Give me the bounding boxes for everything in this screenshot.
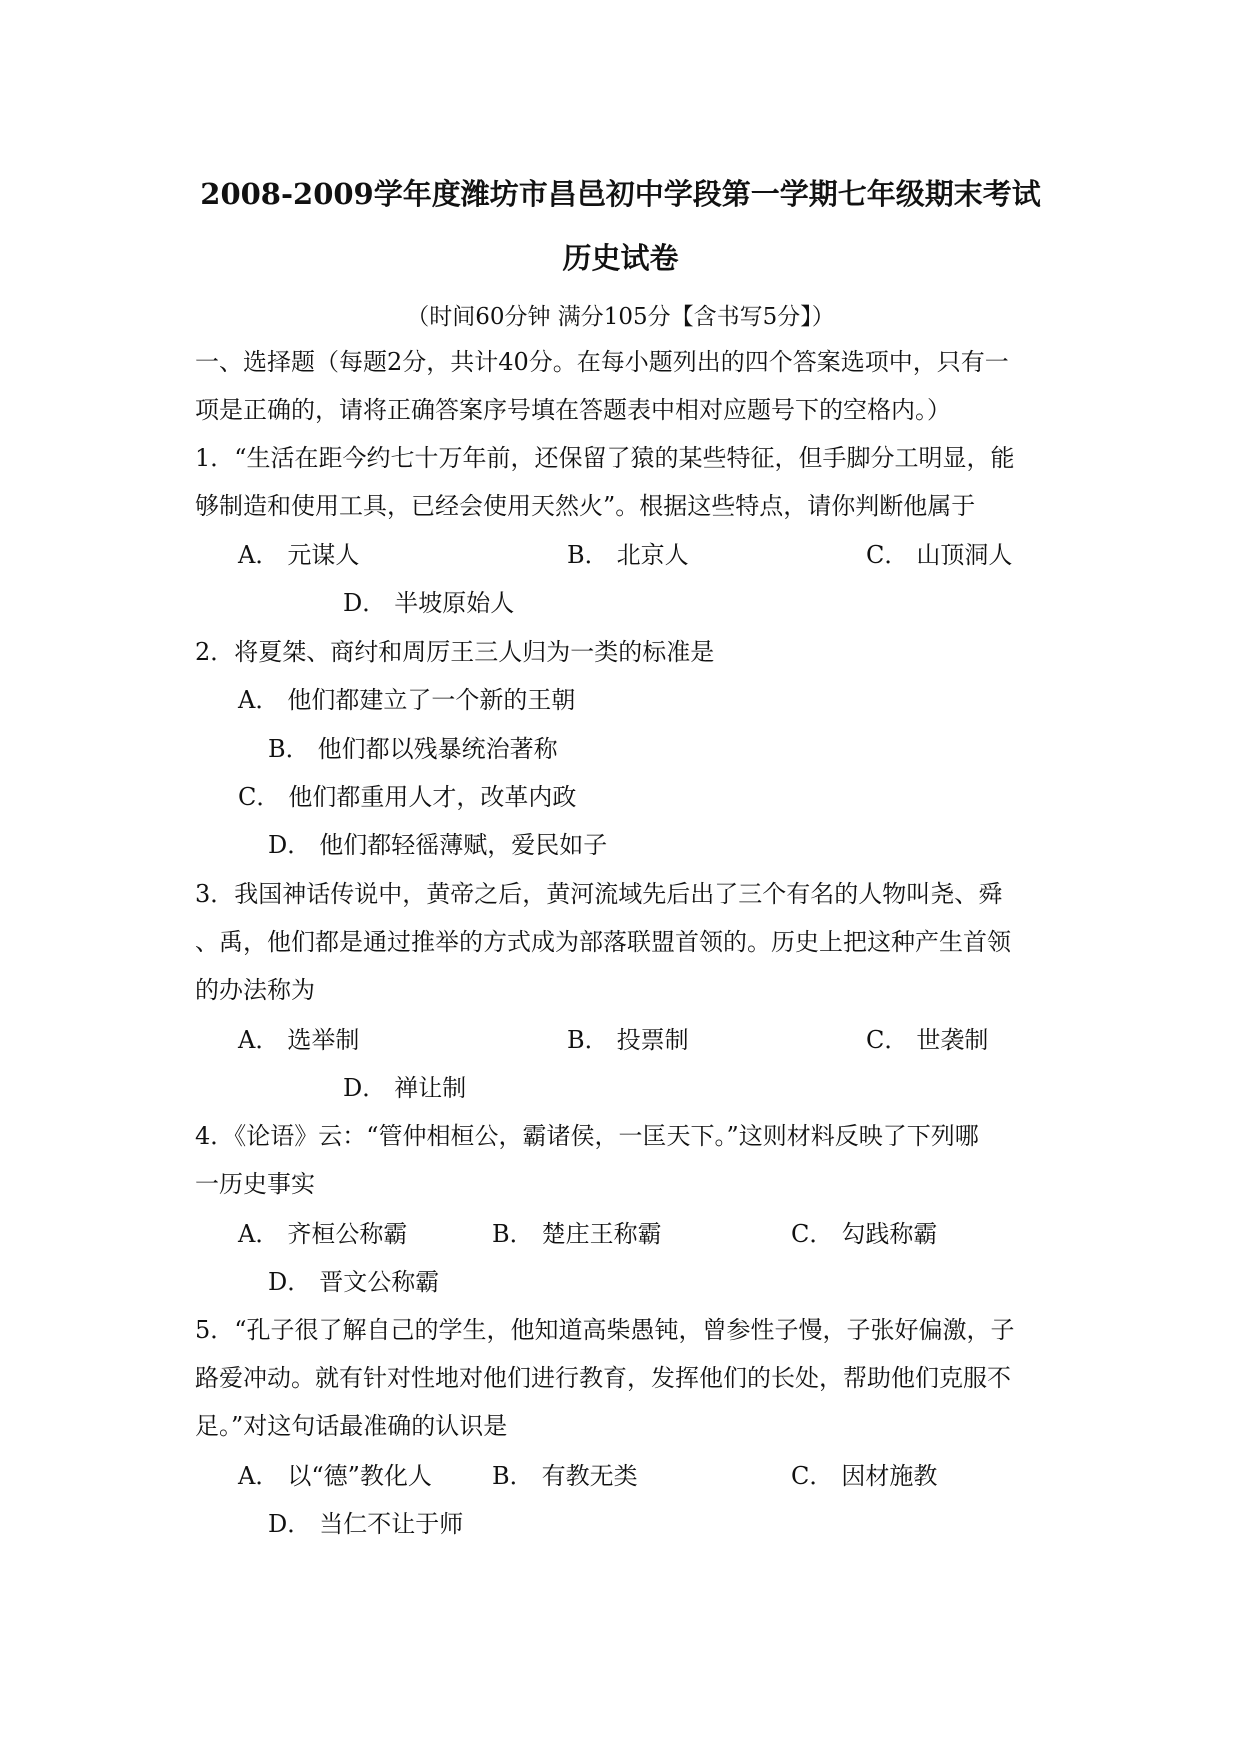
question-3-stem-line-1: 3．我国神话传说中，黄帝之后，黄河流域先后出了三个有名的人物叫尧、舜 [195,880,1003,908]
option-key: B． [268,735,310,763]
question-5-stem-line-1: 5．“孔子很了解自己的学生，他知道高柴愚钝，曾参性子慢，子张好偏激，子 [195,1316,1015,1344]
option-text: 他们都重用人才，改革内政 [288,783,577,811]
option-text: 以“德”教化人 [287,1462,432,1490]
question-1-stem-line-1: 1．“生活在距今约七十万年前，还保留了猿的某些特征，但手脚分工明显，能 [195,444,1015,472]
option-text: 有教无类 [541,1462,638,1490]
section-instruction-line-1: 一、选择题（每题2分，共计40分。在每小题列出的四个答案选项中，只有一 [195,348,1009,376]
question-2-option-c [238,785,576,809]
option-key: D． [343,589,387,617]
option-text: 勾践称霸 [841,1220,938,1248]
option-text: 选举制 [287,1026,360,1054]
question-3-option-b [567,1028,689,1052]
question-1-option-b [567,543,689,567]
question-4-option-a [238,1222,407,1246]
question-1-option-c [866,543,1012,567]
question-1-option-a [238,543,359,567]
question-5-option-b [492,1464,638,1488]
question-4-option-c [791,1222,937,1246]
option-text: 因材施教 [841,1462,938,1490]
option-text: 山顶洞人 [916,541,1013,569]
option-key: C． [791,1462,834,1490]
option-key: C． [866,1026,909,1054]
option-text: 他们都建立了一个新的王朝 [287,686,576,714]
option-key: C． [238,783,281,811]
question-3-stem-line-2: 、禹，他们都是通过推举的方式成为部落联盟首领的。历史上把这种产生首领 [195,928,1011,956]
question-5-option-d [268,1512,463,1536]
option-key: A． [238,1220,280,1248]
option-key: B． [567,1026,609,1054]
question-3-option-c [866,1028,988,1052]
question-3-option-a [238,1028,359,1052]
option-key: C． [866,541,909,569]
option-text: 元谋人 [287,541,360,569]
option-text: 他们都以残暴统治著称 [317,735,558,763]
question-3-stem-line-3: 的办法称为 [195,976,315,1004]
question-5-option-a [238,1464,432,1488]
question-2-option-a [238,688,575,712]
option-text: 当仁不让于师 [319,1510,464,1538]
exam-time-info: （时间60分钟 满分105分【含书写5分】） [406,304,835,330]
question-5-option-c [791,1464,937,1488]
option-text: 齐桓公称霸 [287,1220,408,1248]
question-4-stem-line-2: 一历史事实 [195,1170,315,1198]
section-instruction-line-2: 项是正确的，请将正确答案序号填在答题表中相对应题号下的空格内。） [195,396,951,424]
option-key: D． [268,1268,312,1296]
option-key: D． [343,1074,387,1102]
option-text: 半坡原始人 [394,589,515,617]
option-text: 投票制 [616,1026,689,1054]
option-text: 楚庄王称霸 [541,1220,662,1248]
question-3-option-d [343,1076,466,1100]
question-4-stem-line-1: 4．《论语》云：“管仲相桓公，霸诸侯，一匡天下。”这则材料反映了下列哪 [195,1122,979,1150]
option-text: 北京人 [616,541,689,569]
option-key: C． [791,1220,834,1248]
option-text: 晋文公称霸 [319,1268,440,1296]
exam-subject-title: 历史试卷 [562,241,679,275]
question-2-option-b [268,737,558,761]
question-4-option-d [268,1270,439,1294]
question-2-stem-line-1: 2．将夏桀、商纣和周厉王三人归为一类的标准是 [195,638,715,666]
question-4-option-b [492,1222,662,1246]
option-key: B． [492,1220,534,1248]
exam-title: 2008-2009学年度潍坊市昌邑初中学段第一学期七年级期末考试 [200,177,1041,211]
question-1-stem-line-2: 够制造和使用工具，已经会使用天然火”。根据这些特点，请你判断他属于 [195,492,976,520]
question-5-stem-line-2: 路爱冲动。就有针对性地对他们进行教育，发挥他们的长处，帮助他们克服不 [195,1364,1011,1392]
question-1-option-d [343,591,514,615]
question-5-stem-line-3: 足。”对这句话最准确的认识是 [195,1412,508,1440]
option-text: 禅让制 [394,1074,467,1102]
option-text: 他们都轻徭薄赋，爱民如子 [319,831,608,859]
option-key: A． [238,1462,280,1490]
option-key: D． [268,1510,312,1538]
option-key: A． [238,541,280,569]
question-2-option-d [268,833,607,857]
option-key: D． [268,831,312,859]
option-key: B． [492,1462,534,1490]
option-key: A． [238,1026,280,1054]
option-text: 世袭制 [916,1026,989,1054]
option-key: B． [567,541,609,569]
option-key: A． [238,686,280,714]
